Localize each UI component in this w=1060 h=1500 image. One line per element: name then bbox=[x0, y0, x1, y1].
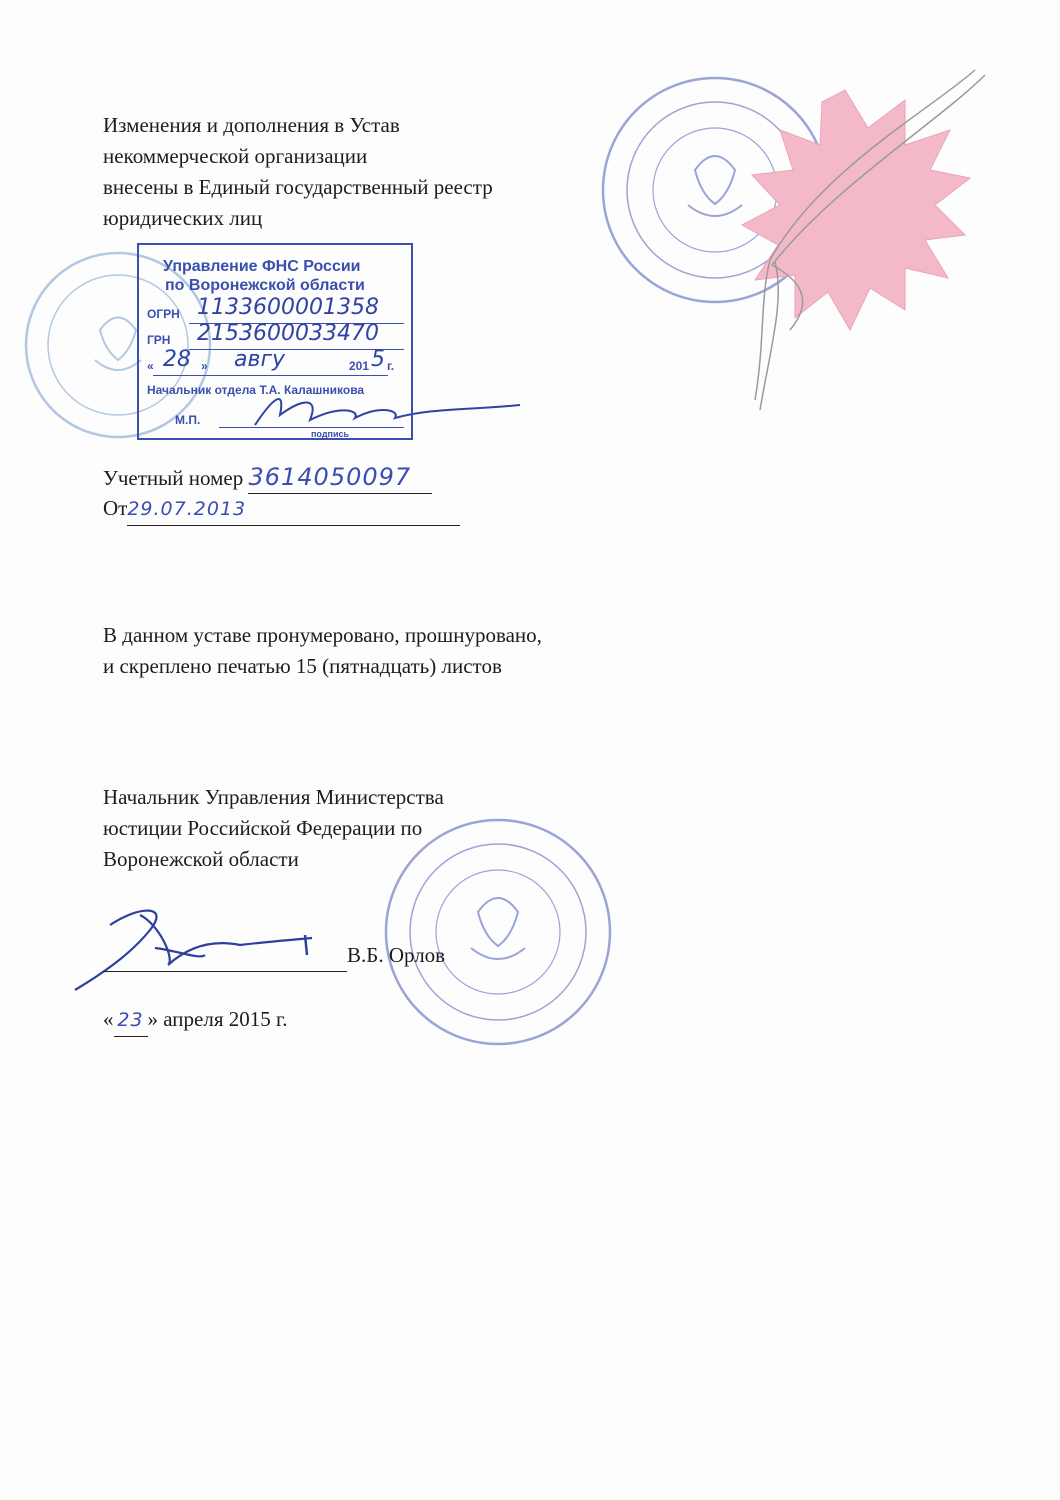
signer-line-2: юстиции Российской Федерации по bbox=[103, 816, 423, 840]
stamp-chief: Начальник отдела Т.А. Калашникова bbox=[147, 383, 365, 397]
account-number-value: 3614050097 bbox=[248, 462, 432, 494]
account-number-row bbox=[103, 462, 432, 494]
ogrn-label: ОГРН bbox=[147, 307, 180, 321]
ogrn-value: 1133600001358 bbox=[197, 295, 379, 320]
signature-line bbox=[103, 940, 347, 972]
account-date-value: 29.07.2013 bbox=[127, 494, 460, 526]
stamp-date-g: г. bbox=[387, 359, 395, 373]
account-date-row bbox=[103, 493, 460, 526]
stamp-date-year-suffix: 5 bbox=[371, 347, 385, 372]
signer-name: В.Б. Орлов bbox=[347, 943, 446, 967]
registration-line-3: внесены в Единый государственный реестр bbox=[103, 175, 493, 199]
stamp-date-day: 28 bbox=[163, 347, 191, 372]
registration-block bbox=[103, 110, 493, 234]
stamp-date-close: » bbox=[201, 359, 208, 373]
stamp-signature-caption: подпись bbox=[311, 429, 350, 439]
date-rest: » апреля 2015 г. bbox=[147, 1007, 288, 1031]
grn-value: 2153600033470 bbox=[197, 321, 379, 346]
signer-signature-row bbox=[103, 940, 445, 972]
signer-line-1: Начальник Управления Министерства bbox=[103, 785, 444, 809]
stamp-date-open: « bbox=[147, 359, 154, 373]
binding-note bbox=[103, 620, 542, 682]
signer-title bbox=[103, 782, 444, 875]
signer-line-3: Воронежской области bbox=[103, 847, 299, 871]
binding-note-line-2: и скреплено печатью 15 (пятнадцать) листов bbox=[103, 654, 502, 678]
fns-stamp-title-line-1: Управление ФНС России bbox=[163, 258, 361, 275]
stamp-date-underline bbox=[153, 375, 388, 376]
date-open-quote: « bbox=[103, 1007, 114, 1031]
account-date-label: От bbox=[103, 496, 128, 520]
grn-label: ГРН bbox=[147, 333, 171, 347]
registration-line-1: Изменения и дополнения в Устав bbox=[103, 113, 400, 137]
stamp-date-month: авгу bbox=[234, 347, 286, 372]
date-day: 23 bbox=[114, 1005, 148, 1037]
stamp-mp: М.П. bbox=[175, 413, 201, 427]
registration-line-2: некоммерческой организации bbox=[103, 144, 368, 168]
fns-stamp-title-line-2: по Воронежской области bbox=[165, 277, 365, 294]
stamp-date-year-prefix: 201 bbox=[349, 359, 370, 373]
document-date bbox=[103, 1004, 288, 1037]
fns-registration-stamp bbox=[137, 243, 413, 440]
registration-line-4: юридических лиц bbox=[103, 206, 263, 230]
binding-note-line-1: В данном уставе пронумеровано, прошнуровано, bbox=[103, 623, 542, 647]
account-number-label: Учетный номер bbox=[103, 466, 244, 490]
stamp-signature-line bbox=[219, 427, 404, 428]
fns-stamp-title bbox=[163, 257, 365, 295]
